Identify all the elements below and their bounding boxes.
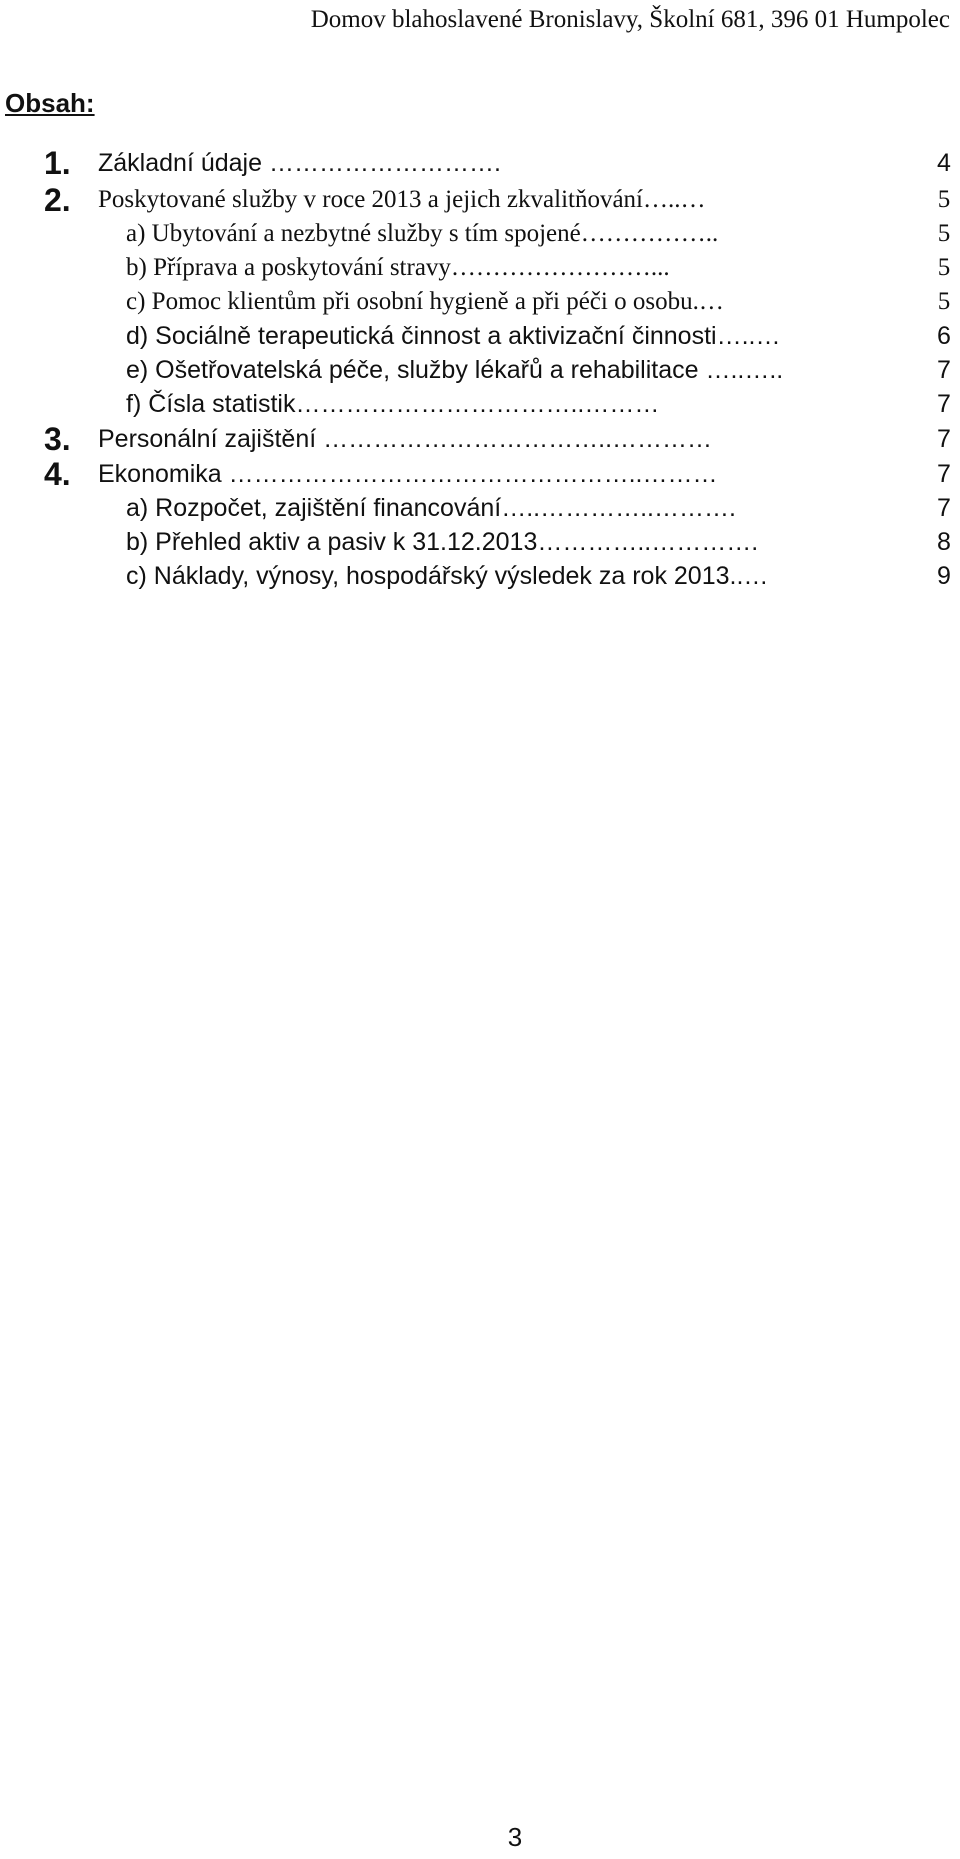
toc-entry xyxy=(0,216,960,252)
toc-entry-label: b) Přehled aktiv a pasiv k 31.12.2013…………..…………. xyxy=(126,528,759,556)
toc-entry xyxy=(0,145,960,181)
toc-entry xyxy=(0,284,960,320)
toc-entry xyxy=(0,318,960,354)
toc-entry xyxy=(0,524,960,560)
toc-entry-page: 7 xyxy=(937,356,951,384)
toc-entry-label: Základní údaje ………………………. xyxy=(98,149,501,177)
toc-entry-page: 8 xyxy=(937,528,951,556)
toc-entry-number: 1. xyxy=(44,145,71,181)
footer-page-number: 3 xyxy=(507,1822,523,1852)
toc-entry-label: Poskytované služby v roce 2013 a jejich zkvalitňování…..… xyxy=(98,186,706,213)
toc-entry xyxy=(0,490,960,526)
toc-entry-label: a) Rozpočet, zajištění financování…..…………..………. xyxy=(126,494,736,522)
toc-entry xyxy=(0,386,960,422)
toc-entry xyxy=(0,456,960,492)
page-header: Domov blahoslavené Bronislavy, Školní 681, 396 01 Humpolec xyxy=(310,6,950,33)
toc-entry-label: f) Čísla statistik……………………………..……… xyxy=(126,390,660,418)
toc-entry-page: 9 xyxy=(937,562,951,590)
toc-entry-label: d) Sociálně terapeutická činnost a aktivizační činnosti…..… xyxy=(126,322,781,350)
toc-entry-page: 7 xyxy=(937,494,951,522)
toc-entry xyxy=(0,421,960,457)
toc-entry-label: c) Náklady, výnosy, hospodářský výsledek za rok 2013..… xyxy=(126,562,769,590)
toc-entry xyxy=(0,352,960,388)
toc-entry-page: 5 xyxy=(937,254,951,281)
toc-entry-page: 5 xyxy=(937,186,951,213)
toc-entry-page: 7 xyxy=(937,390,951,418)
toc-entry-label: Personální zajištění ……………………………..………… xyxy=(98,425,713,453)
toc-entry-number: 4. xyxy=(44,456,71,492)
toc-heading: Obsah: xyxy=(5,88,95,118)
toc-entry-page: 7 xyxy=(937,460,951,488)
toc-entry-page: 5 xyxy=(937,220,951,247)
toc-entry-label: c) Pomoc klientům při osobní hygieně a při péči o osobu.… xyxy=(126,288,724,315)
toc-entry-label: Ekonomika …………………………………………..……… xyxy=(98,460,718,488)
toc-entry-page: 7 xyxy=(937,425,951,453)
toc-entry-label: b) Příprava a poskytování stravy……………………... xyxy=(126,254,670,281)
toc-entry-number: 3. xyxy=(44,421,71,457)
toc-entry xyxy=(0,250,960,286)
toc-entry-page: 5 xyxy=(937,288,951,315)
toc-entry-page: 6 xyxy=(937,322,951,350)
toc-entry-label: e) Ošetřovatelská péče, služby lékařů a rehabilitace …..….. xyxy=(126,356,784,384)
toc-entry-page: 4 xyxy=(937,149,951,177)
toc-entry xyxy=(0,182,960,218)
toc-entry-label: a) Ubytování a nezbytné služby s tím spojené…………….. xyxy=(126,220,719,247)
toc-entry xyxy=(0,558,960,594)
toc-entry-number: 2. xyxy=(44,182,71,218)
